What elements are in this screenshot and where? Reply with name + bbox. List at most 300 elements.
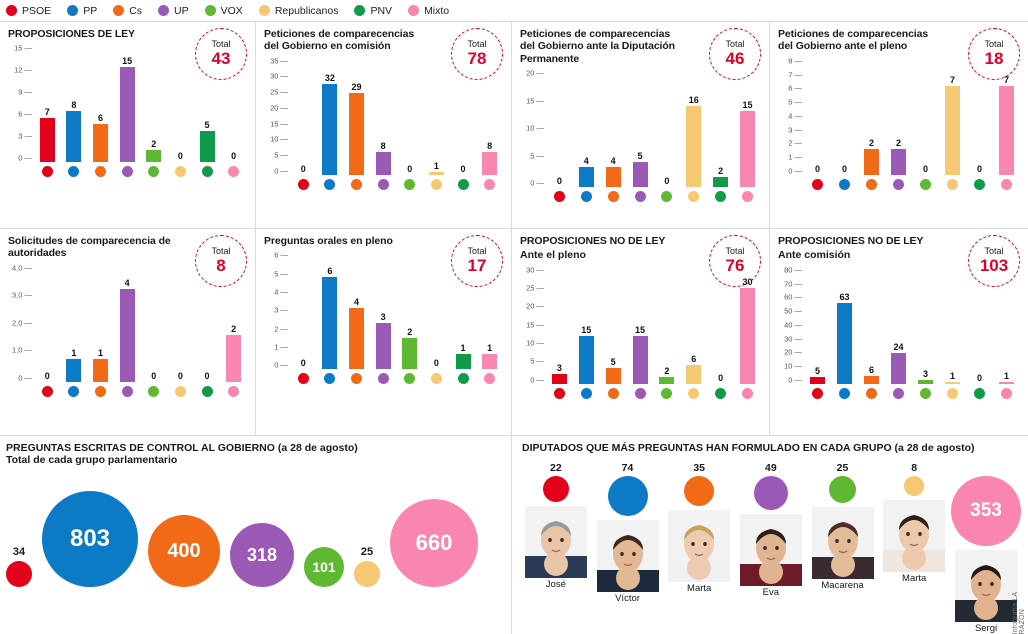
y-tick-label: 6 —	[18, 109, 32, 119]
bar-value-label: 6	[98, 113, 104, 124]
bubble-group-cs	[148, 483, 220, 587]
party-dot-column	[317, 373, 344, 384]
chart-plot-area	[8, 44, 247, 162]
y-tick-label: 0 —	[18, 373, 32, 383]
party-dot-column	[680, 388, 707, 399]
party-dot-column	[804, 179, 831, 190]
party-dot-pnv	[458, 373, 469, 384]
bars-container	[546, 266, 761, 384]
bar-value-label: 0	[433, 358, 439, 369]
party-dot-pp	[839, 179, 850, 190]
bar-column	[858, 266, 885, 384]
party-dot-pnv	[974, 388, 985, 399]
party-dot-pnv	[715, 191, 726, 202]
bubble-group-republicanos	[354, 483, 380, 587]
party-dot-cs	[866, 388, 877, 399]
y-tick-label: 0 —	[788, 375, 802, 385]
bar-column	[370, 251, 397, 369]
bubble-group-psoe	[6, 483, 32, 587]
legend-color-mixto	[408, 5, 419, 16]
party-dot-column	[290, 373, 317, 384]
bars-container	[804, 57, 1020, 175]
y-tick-label: 5 —	[274, 150, 288, 160]
bar	[93, 124, 108, 162]
party-dots-axis	[546, 191, 761, 202]
party-dot-pp	[68, 386, 79, 397]
party-dot-mixto	[228, 166, 239, 177]
bar-value-label: 0	[976, 163, 982, 174]
chart-title: PROPOSICIONES NO DE LEY	[778, 235, 924, 247]
legend-item-psoe	[6, 5, 51, 17]
party-dot-column	[654, 388, 681, 399]
total-label: Total	[984, 245, 1004, 256]
party-dot-psoe	[554, 388, 565, 399]
party-dot-republicanos	[175, 166, 186, 177]
party-dot-column	[167, 166, 194, 177]
y-tick-label: 35 —	[270, 56, 288, 66]
chart-plot-area	[520, 69, 761, 187]
chart-panel-0	[0, 22, 256, 229]
bar-value-label: 4	[124, 278, 130, 289]
party-dots-axis	[804, 388, 1020, 399]
bar	[349, 308, 364, 370]
bar-column	[885, 57, 912, 175]
bar-column	[141, 264, 168, 382]
legend-item-republicanos	[259, 5, 339, 17]
y-tick-label: 50 —	[784, 306, 802, 316]
party-dot-vox	[148, 166, 159, 177]
deputy-portrait	[597, 520, 659, 592]
legend-label-mixto: Mixto	[424, 4, 450, 17]
chart-plot-area	[264, 251, 503, 369]
bottom-section	[0, 436, 1028, 634]
bar	[349, 93, 364, 175]
bar-column	[885, 266, 912, 384]
bar-value-label: 2	[895, 138, 901, 149]
bar-column	[194, 264, 221, 382]
y-tick-label: 10 —	[270, 134, 288, 144]
y-tick-label: 20 —	[526, 68, 544, 78]
bar-value-label: 0	[151, 370, 157, 381]
bar-column	[707, 69, 734, 187]
legend-label-pnv: PNV	[370, 4, 393, 17]
bar	[686, 365, 701, 384]
bar-column	[397, 57, 424, 175]
bar-value-label: 0	[231, 151, 237, 162]
total-label: Total	[984, 38, 1004, 49]
y-axis	[264, 251, 290, 369]
party-dot-up	[122, 166, 133, 177]
bar-value-label: 0	[664, 176, 670, 187]
bar-value-label: 5	[610, 356, 616, 367]
party-dot-vox	[661, 191, 672, 202]
party-dot-pp	[324, 373, 335, 384]
bar-column	[343, 251, 370, 369]
party-dot-republicanos	[175, 386, 186, 397]
party-dot-republicanos	[431, 179, 442, 190]
party-dot-column	[627, 191, 654, 202]
bar-value-label: 4	[354, 296, 360, 307]
y-tick-label: 15 —	[14, 43, 32, 53]
party-dot-psoe	[298, 373, 309, 384]
bar-value-label: 1	[98, 347, 104, 358]
bar	[429, 172, 444, 175]
party-dot-republicanos	[947, 388, 958, 399]
party-dot-column	[627, 388, 654, 399]
deputy-question-count: 49	[765, 462, 777, 474]
y-tick-label: 3,0 —	[11, 290, 32, 300]
legend-item-mixto	[408, 5, 449, 17]
legend-color-republicanos	[259, 5, 270, 16]
bar-value-label: 0	[300, 358, 306, 369]
party-dot-column	[707, 191, 734, 202]
credit-text: Infografía LA RAZÓN	[1012, 592, 1026, 634]
bar-value-label: 0	[841, 163, 847, 174]
bar-value-label: 5	[637, 150, 643, 161]
bar-value-label: 8	[380, 141, 386, 152]
deputy-name: Eva	[762, 587, 780, 598]
total-label: Total	[725, 38, 745, 49]
y-axis	[520, 266, 546, 384]
preguntas-escritas-title: PREGUNTAS ESCRITAS DE CONTROL AL GOBIERNO (a 28 de agosto)	[6, 442, 358, 454]
bar-value-label: 8	[487, 141, 493, 152]
deputy-card	[880, 462, 948, 634]
party-dot-column	[734, 191, 761, 202]
bar-value-label: 15	[581, 324, 592, 335]
y-tick-label: 15 —	[526, 96, 544, 106]
total-label: Total	[211, 245, 231, 256]
party-dot-column	[707, 388, 734, 399]
party-dot-republicanos	[688, 191, 699, 202]
bar-value-label: 24	[893, 342, 904, 353]
legend-item-pp	[67, 5, 97, 17]
chart-plot-area	[520, 266, 761, 384]
party-dots-axis	[546, 388, 761, 399]
legend	[0, 0, 1028, 22]
y-tick-label: 12 —	[14, 65, 32, 75]
bar	[891, 353, 906, 384]
bar-value-label: 1	[71, 347, 77, 358]
bar-column	[194, 44, 221, 162]
party-dot-pp	[839, 388, 850, 399]
chart-title: Peticiones de comparecencias del Gobierno ante el pleno	[778, 28, 929, 53]
bar-value-label: 30	[742, 277, 753, 288]
bar	[659, 377, 674, 383]
deputy-party-bubble	[543, 476, 569, 502]
y-tick-label: 15 —	[270, 119, 288, 129]
party-dot-pp	[68, 166, 79, 177]
bar-column	[34, 44, 61, 162]
party-dot-column	[194, 166, 221, 177]
chart-title: Preguntas orales en pleno	[264, 235, 393, 247]
party-dot-column	[546, 388, 573, 399]
party-dot-column	[220, 166, 247, 177]
bar-column	[831, 57, 858, 175]
bar-column	[939, 266, 966, 384]
bar-value-label: 3	[380, 312, 386, 323]
party-dot-cs	[608, 388, 619, 399]
party-dot-column	[397, 179, 424, 190]
party-dot-pp	[324, 179, 335, 190]
bar	[552, 374, 567, 384]
party-dot-mixto	[484, 179, 495, 190]
bar-value-label: 0	[556, 176, 562, 187]
bar-value-label: 3	[556, 363, 562, 374]
bar-value-label: 16	[688, 94, 699, 105]
party-dot-vox	[148, 386, 159, 397]
bar-column	[370, 57, 397, 175]
bar-column	[34, 264, 61, 382]
chart-title: Solicitudes de comparecencia de autoridades	[8, 235, 171, 260]
chart-panel-3	[770, 22, 1028, 229]
y-tick-label: 20 —	[270, 103, 288, 113]
party-dot-cs	[351, 373, 362, 384]
deputy-party-bubble	[754, 476, 788, 510]
total-value: 8	[216, 255, 226, 275]
party-dot-up	[635, 191, 646, 202]
bar-value-label: 0	[204, 370, 210, 381]
y-tick-label: 0 —	[274, 360, 288, 370]
bar-column	[600, 69, 627, 187]
bar-column	[546, 69, 573, 187]
party-dot-mixto	[1001, 179, 1012, 190]
bar-value-label: 15	[635, 324, 646, 335]
bar-value-label: 1	[433, 160, 439, 171]
bar	[740, 111, 755, 188]
y-tick-label: 1 —	[274, 342, 288, 352]
preguntas-escritas-subtitle: Total de cada grupo parlamentario	[6, 454, 178, 466]
y-tick-label: 4 —	[788, 111, 802, 121]
party-dot-cs	[866, 179, 877, 190]
y-tick-label: 3 —	[274, 305, 288, 315]
bar	[945, 382, 960, 383]
bar-value-label: 63	[839, 292, 850, 303]
chart-plot-area	[8, 264, 247, 382]
chart-panel-6	[512, 229, 770, 436]
party-dot-column	[476, 373, 503, 384]
bar-column	[707, 266, 734, 384]
party-dot-cs	[95, 386, 106, 397]
party-dot-vox	[661, 388, 672, 399]
deputy-party-bubble	[608, 476, 648, 516]
deputy-card	[737, 462, 805, 634]
party-dot-column	[654, 191, 681, 202]
deputy-name: Sergi	[974, 623, 998, 634]
bar	[686, 106, 701, 188]
chart-subtitle: Ante el pleno	[520, 249, 586, 262]
bubble-value-label: 25	[360, 546, 374, 558]
deputy-name: Macarena	[821, 580, 864, 591]
party-dot-psoe	[42, 386, 53, 397]
bar-column	[734, 266, 761, 384]
legend-color-pnv	[354, 5, 365, 16]
y-axis	[778, 57, 804, 175]
bar-column	[804, 266, 831, 384]
bar-column	[290, 251, 317, 369]
y-tick-label: 0 —	[18, 153, 32, 163]
party-dot-psoe	[812, 179, 823, 190]
party-dot-column	[939, 179, 966, 190]
bar-value-label: 2	[231, 324, 237, 335]
diputados-panel	[512, 436, 1028, 634]
deputy-question-count: 74	[621, 462, 634, 474]
y-tick-label: 5 —	[530, 151, 544, 161]
total-value: 18	[984, 48, 1004, 68]
bar-column	[87, 44, 114, 162]
y-tick-label: 3 —	[18, 131, 32, 141]
party-dot-cs	[351, 179, 362, 190]
party-dot-column	[220, 386, 247, 397]
party-dots-axis	[34, 386, 247, 397]
chart-panel-2	[512, 22, 770, 229]
bar-column	[317, 251, 344, 369]
party-dot-column	[993, 388, 1020, 399]
deputy-party-bubble	[684, 476, 714, 506]
party-dot-column	[831, 179, 858, 190]
party-dot-column	[194, 386, 221, 397]
bar-column	[912, 266, 939, 384]
party-dot-up	[893, 179, 904, 190]
bar-value-label: 2	[407, 327, 413, 338]
legend-item-up	[158, 5, 189, 17]
bar-column	[476, 251, 503, 369]
bar-column	[61, 44, 88, 162]
party-dot-column	[290, 179, 317, 190]
y-tick-label: 30 —	[784, 334, 802, 343]
party-dot-up	[893, 388, 904, 399]
party-dot-vox	[920, 179, 931, 190]
y-tick-label: 10 —	[526, 123, 544, 133]
party-dot-column	[450, 179, 477, 190]
bars-container	[290, 251, 503, 369]
bar	[945, 86, 960, 175]
bar-value-label: 5	[814, 366, 820, 377]
deputy-card	[952, 462, 1020, 634]
deputy-portrait	[812, 507, 874, 579]
bar	[376, 152, 391, 175]
party-dot-up	[378, 373, 389, 384]
bar-column	[654, 69, 681, 187]
bar	[322, 277, 337, 370]
bar-column	[600, 266, 627, 384]
party-dot-column	[858, 388, 885, 399]
total-value: 76	[725, 255, 745, 275]
bar-value-label: 6	[868, 365, 874, 376]
party-dot-mixto	[228, 386, 239, 397]
legend-color-vox	[205, 5, 216, 16]
party-dot-column	[167, 386, 194, 397]
deputy-name: José	[545, 579, 566, 590]
deputy-name: Víctor	[615, 593, 640, 604]
bar-value-label: 0	[300, 163, 306, 174]
y-tick-label: 40 —	[784, 320, 802, 330]
y-tick-label: 70 —	[784, 279, 802, 288]
party-dot-psoe	[42, 166, 53, 177]
bar-value-label: 29	[351, 81, 362, 92]
bar-column	[87, 264, 114, 382]
y-tick-label: 7 —	[788, 70, 802, 79]
party-dot-column	[87, 386, 114, 397]
y-tick-label: 5 —	[788, 97, 802, 107]
bar-column	[167, 264, 194, 382]
party-dot-column	[600, 191, 627, 202]
deputy-portrait	[525, 506, 587, 578]
bar-column	[397, 251, 424, 369]
y-tick-label: 9 —	[18, 87, 32, 97]
bar	[66, 359, 81, 382]
party-dot-column	[370, 179, 397, 190]
deputy-question-count: 25	[836, 462, 849, 474]
y-tick-label: 1,0 —	[11, 345, 32, 355]
deputy-question-count: 8	[911, 462, 918, 474]
party-dots-axis	[34, 166, 247, 177]
party-dot-pnv	[202, 166, 213, 177]
bar	[918, 380, 933, 384]
y-axis	[8, 44, 34, 162]
bar	[606, 167, 621, 187]
deputy-card	[665, 462, 733, 634]
chart-panel-5	[256, 229, 512, 436]
y-tick-label: 4 —	[274, 287, 288, 297]
preguntas-escritas-panel	[0, 436, 512, 634]
party-dot-column	[476, 179, 503, 190]
y-tick-label: 20 —	[784, 347, 802, 357]
bar-column	[858, 57, 885, 175]
party-dot-mixto	[742, 388, 753, 399]
party-dot-column	[61, 166, 88, 177]
party-dot-column	[141, 386, 168, 397]
chart-title: PROPOSICIONES NO DE LEY	[520, 235, 666, 247]
bar-value-label: 2	[868, 138, 874, 149]
chart-panel-1	[256, 22, 512, 229]
bar-value-label: 0	[814, 163, 820, 174]
party-dot-pnv	[974, 179, 985, 190]
party-dot-column	[423, 179, 450, 190]
diputados-list	[522, 462, 1020, 634]
deputy-portrait	[883, 500, 945, 572]
total-value: 43	[211, 48, 231, 68]
chart-panel-7	[770, 229, 1028, 436]
bar-value-label: 4	[610, 155, 616, 166]
bar	[66, 111, 81, 162]
bar-value-label: 1	[949, 371, 955, 382]
deputy-portrait	[740, 514, 802, 586]
preguntas-escritas-bubbles	[6, 480, 503, 590]
bar	[633, 336, 648, 384]
party-dot-column	[804, 388, 831, 399]
party-dot-psoe	[554, 191, 565, 202]
party-dot-column	[600, 388, 627, 399]
bar-value-label: 5	[204, 119, 210, 130]
bar	[146, 150, 161, 163]
bar-column	[546, 266, 573, 384]
y-tick-label: 25 —	[526, 283, 544, 293]
party-dot-column	[114, 166, 141, 177]
party-dot-republicanos	[947, 179, 958, 190]
total-value: 46	[725, 48, 745, 68]
party-dot-pnv	[715, 388, 726, 399]
bubble-group-up	[230, 483, 294, 587]
bar-column	[61, 264, 88, 382]
party-dot-psoe	[298, 179, 309, 190]
bar-value-label: 1	[460, 342, 466, 353]
deputy-question-count: 35	[693, 462, 706, 474]
y-tick-label: 80 —	[784, 265, 802, 275]
y-tick-label: 6 —	[274, 250, 288, 260]
bar	[482, 354, 497, 369]
bar	[891, 149, 906, 175]
party-dot-column	[912, 179, 939, 190]
